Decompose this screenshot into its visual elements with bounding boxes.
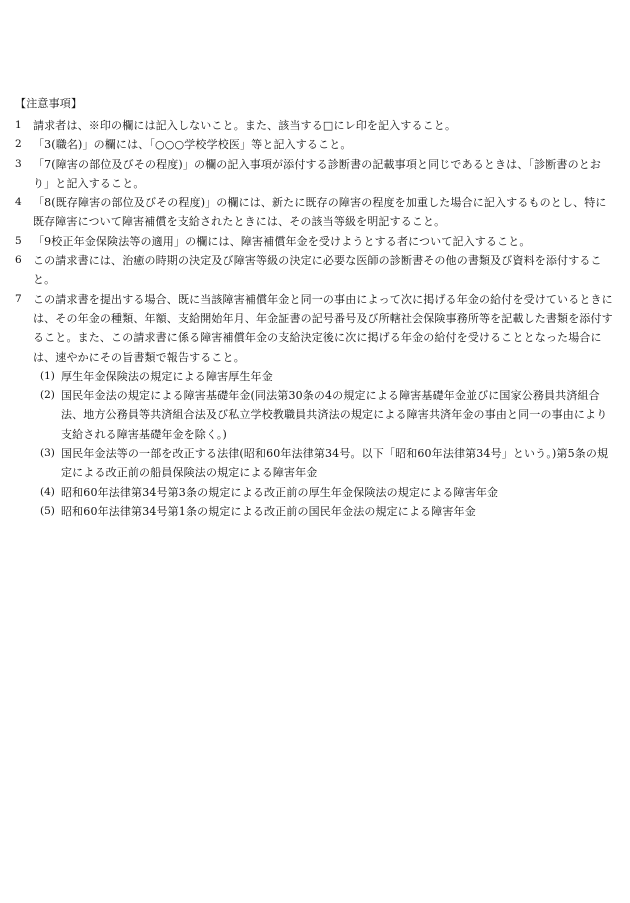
notes-heading: 【注意事項】 xyxy=(15,97,83,110)
note-text: 「3(職名)」の欄には、「○○○学校学校医」等と記入すること。 xyxy=(33,138,352,152)
note-text: 請求者は、※印の欄には記入しないこと。また、該当する□にレ印を記入すること。 xyxy=(33,119,457,132)
note-text: この請求書を提出する場合、既に当該障害補償年金と同一の事由によって次に掲げる年金の給付を受けているときには、その年金の種類、年額、支給開始年月、年金証書の記号番号及び所轄社会保険事務所等を記載した書類を添付すること。また、この請求書に係る障害補償年金の支給決定後に次に掲げる年金の給付を受けることとなった場合には、速やかにその旨書類で報告すること。 xyxy=(33,292,613,364)
note-item-1 xyxy=(15,116,615,135)
note-text: この請求書には、治癒の時期の決定及び障害等級の決定に必要な医師の診断書その他の書類及び資料を添付すること。 xyxy=(33,254,602,287)
pension-sub-item-4 xyxy=(40,483,615,502)
sub-item-text: 国民年金法の規定による障害基礎年金(同法第30条の4の規定による障害基礎年金並びに国家公務員共済組合法、地方公務員等共済組合法及び私立学校教職員共済法の規定による障害共済年金の事由と同一の事由により支給される障害基礎年金を除く。) xyxy=(61,389,608,441)
sub-item-text: 昭和60年法律第34号第1条の規定による改正前の国民年金法の規定による障害年金 xyxy=(61,504,476,518)
pension-sub-item-1 xyxy=(40,367,615,386)
note-text: 「9校正年金保険法等の適用」の欄には、障害補償年金を受けようとする者について記入すること。 xyxy=(33,234,531,248)
note-item-3 xyxy=(15,155,615,194)
sub-item-number: (1) xyxy=(40,369,55,382)
note-number: 5 xyxy=(15,234,22,247)
sub-item-text: 昭和60年法律第34号第3条の規定による改正前の厚生年金保険法の規定による障害年金 xyxy=(61,485,499,499)
sub-item-number: (4) xyxy=(40,485,55,498)
sub-item-text: 厚生年金保険法の規定による障害厚生年金 xyxy=(61,369,273,383)
note-number: 4 xyxy=(15,196,22,209)
pension-sub-item-5 xyxy=(40,502,615,521)
note-item-6 xyxy=(15,251,615,290)
pension-sub-item-3 xyxy=(40,444,615,483)
sub-item-number: (3) xyxy=(40,447,55,460)
sub-item-number: (5) xyxy=(40,504,55,517)
note-text: 「8(既存障害の部位及びその程度)」の欄には、新たに既存の障害の程度を加重した場合に記入するものとし、特に既存障害について障害補償を支給されたときには、その該当等級を明記すること。 xyxy=(33,196,607,229)
notes-list xyxy=(15,116,615,521)
note-item-4 xyxy=(15,193,615,232)
pension-sub-list xyxy=(40,367,615,521)
note-number: 3 xyxy=(15,157,22,170)
note-number: 1 xyxy=(15,119,22,131)
sub-item-text: 国民年金法等の一部を改正する法律(昭和60年法律第34号。以下「昭和60年法律第34号」という。)第5条の規定による改正前の船員保険法の規定による障害年金 xyxy=(61,447,609,480)
note-text: 「7(障害の部位及びその程度)」の欄の記入事項が添付する診断書の記載事項と同じであるときは、「診断書のとおり」と記入すること。 xyxy=(33,157,602,190)
note-number: 7 xyxy=(15,292,22,305)
pension-sub-item-2 xyxy=(40,386,615,444)
note-item-5 xyxy=(15,232,615,251)
note-number: 6 xyxy=(15,254,22,267)
note-item-7 xyxy=(15,290,615,367)
sub-item-number: (2) xyxy=(40,389,55,402)
note-item-2 xyxy=(15,135,615,154)
note-number: 2 xyxy=(15,138,22,151)
